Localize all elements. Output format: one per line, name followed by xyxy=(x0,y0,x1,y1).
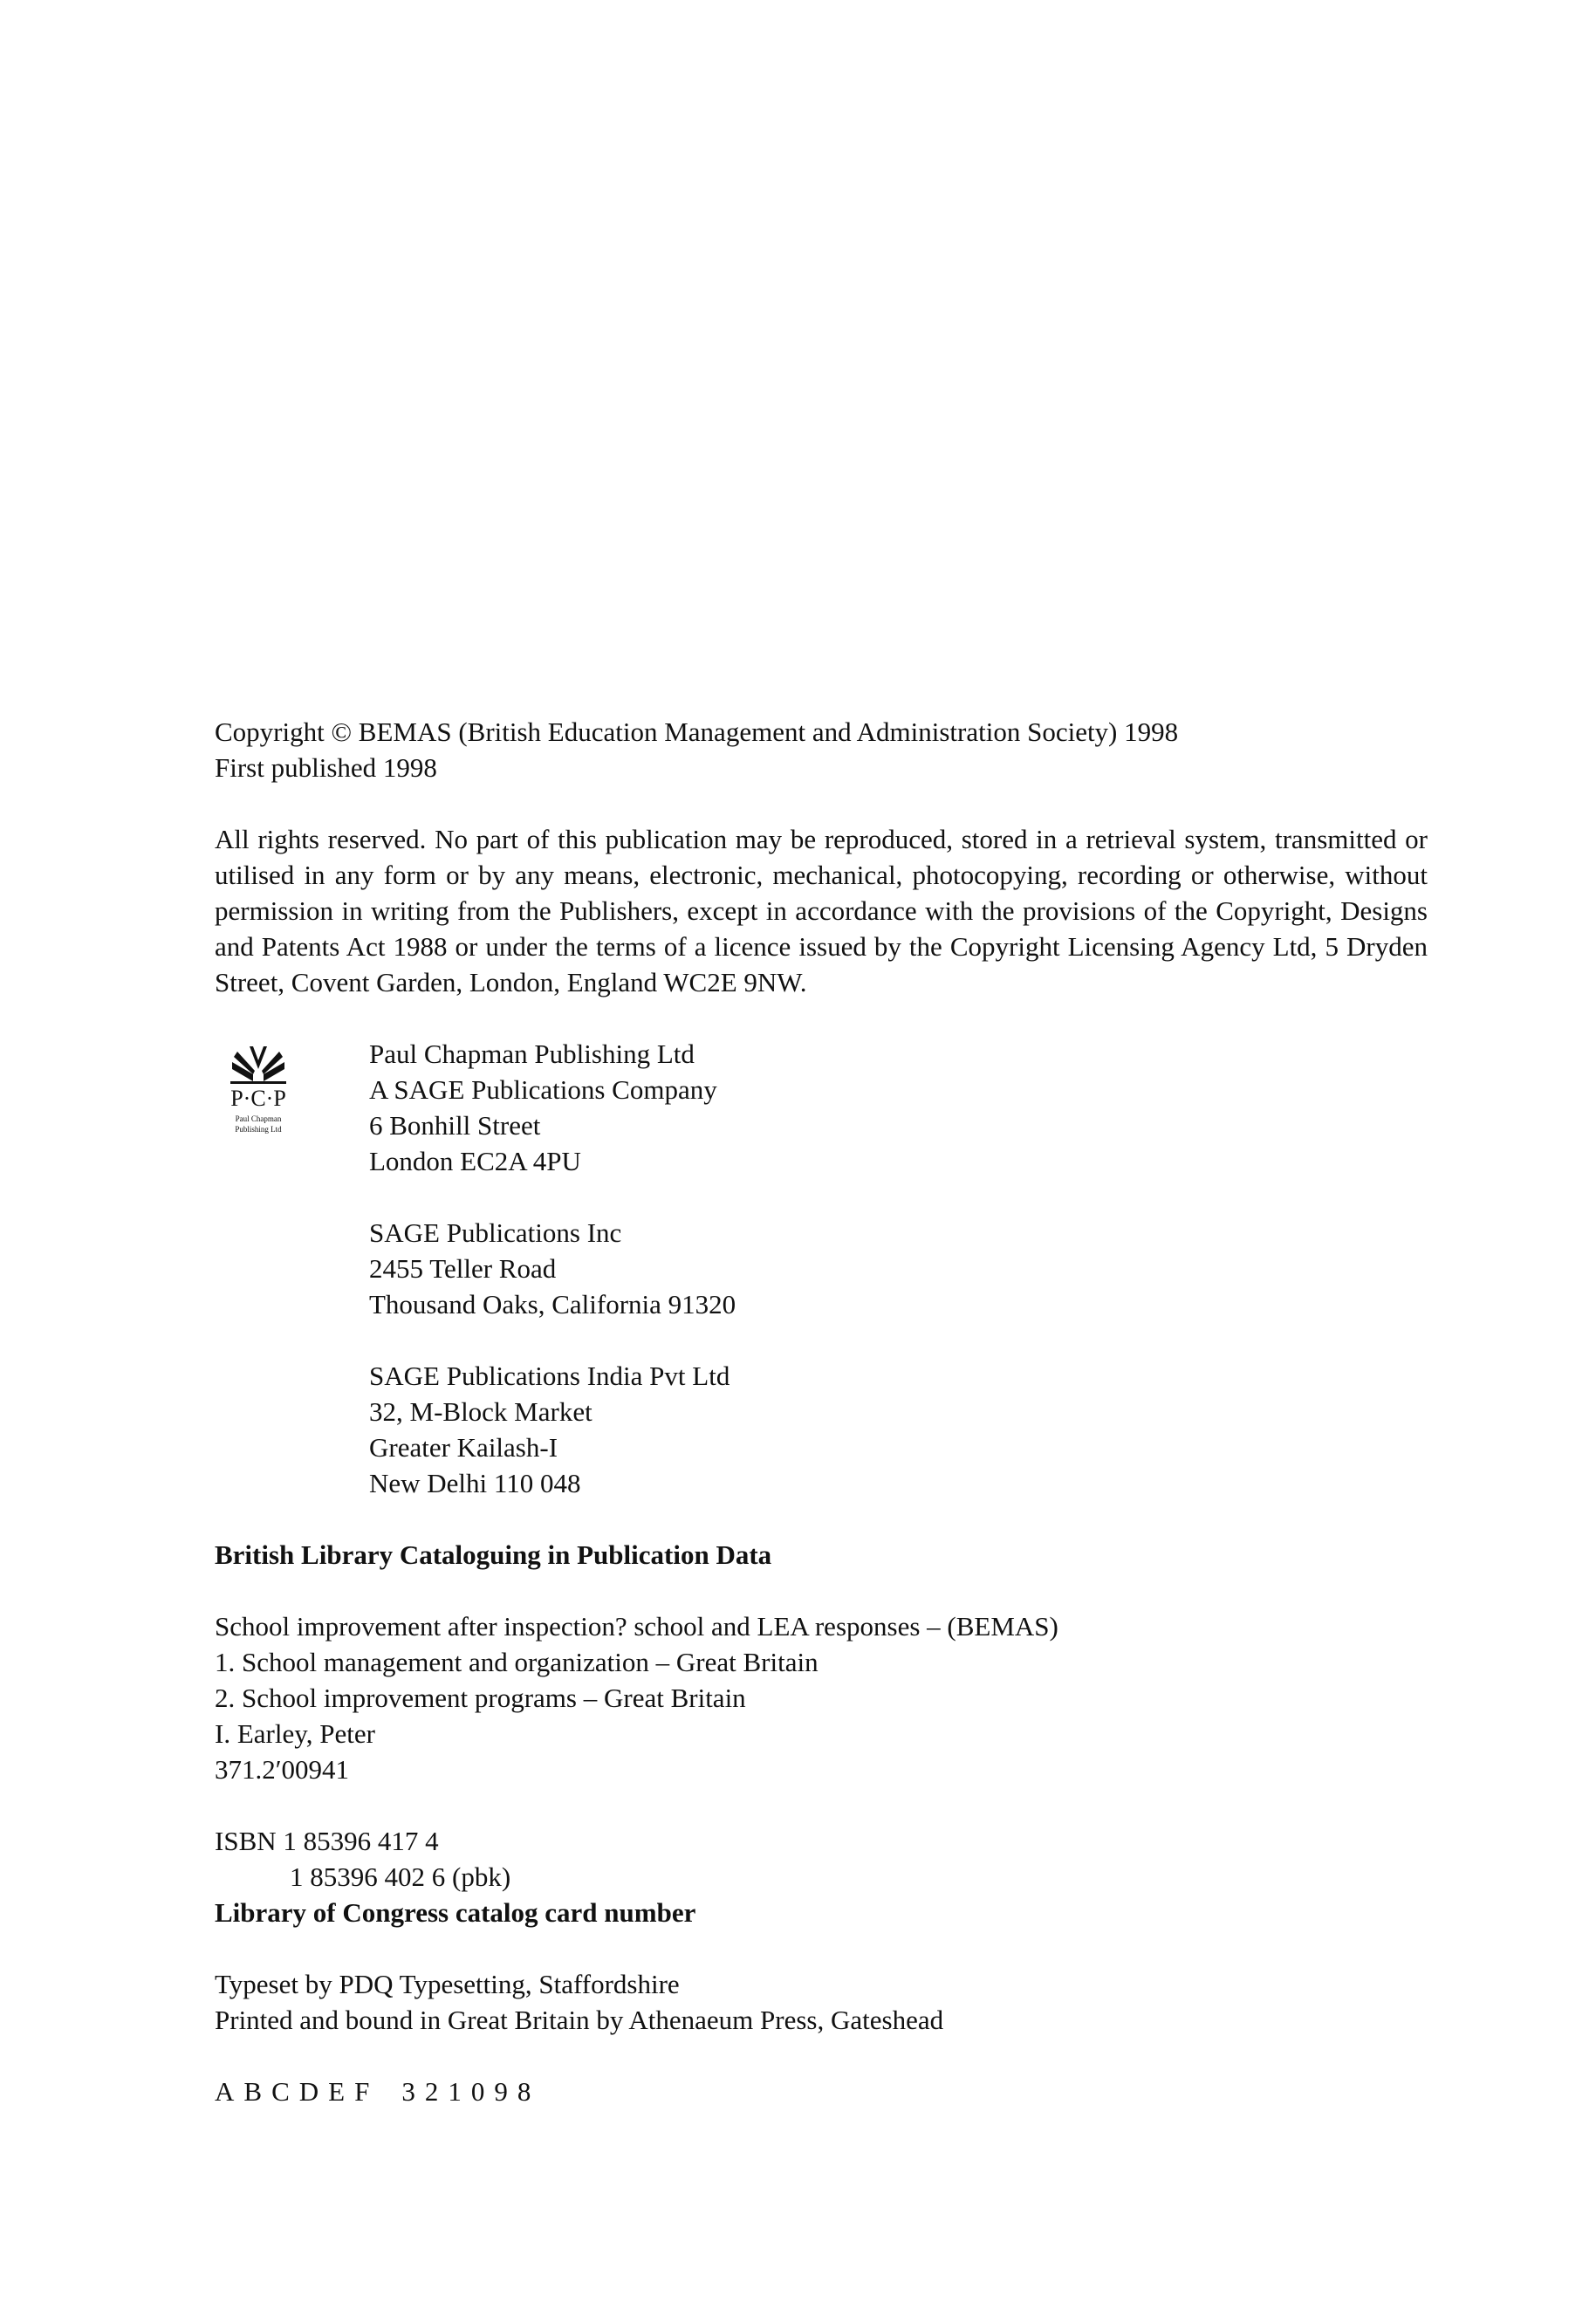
copyright-line: Copyright © BEMAS (British Education Management and Administration Society) 1998 xyxy=(215,716,1179,747)
address-line: Thousand Oaks, California 91320 xyxy=(369,1289,736,1320)
cip-line: 1. School management and organization – Great Britain xyxy=(215,1647,819,1677)
printed-line: Printed and bound in Great Britain by Athenaeum Press, Gateshead xyxy=(215,2005,944,2035)
cip-line: 2. School improvement programs – Great Britain xyxy=(215,1683,746,1713)
print-letters: ABCDEF xyxy=(215,2076,380,2107)
cip-line: I. Earley, Peter xyxy=(215,1718,375,1749)
isbn-pbk-line: 1 85396 402 6 (pbk) xyxy=(290,1861,511,1892)
cip-line: 371.2′00941 xyxy=(215,1754,350,1785)
address-line: 6 Bonhill Street xyxy=(369,1110,541,1141)
logo-subtitle-1: Paul Chapman xyxy=(235,1114,282,1123)
printline-section xyxy=(215,2074,1428,2109)
address-line: Greater Kailash-I xyxy=(369,1432,558,1463)
address-line: SAGE Publications India Pvt Ltd xyxy=(369,1361,730,1391)
address-pcp xyxy=(369,1036,1428,1179)
address-line: New Delhi 110 048 xyxy=(369,1468,581,1498)
address-line: 32, M-Block Market xyxy=(369,1396,593,1427)
address-sage-india xyxy=(369,1358,1428,1501)
address-line: 2455 Teller Road xyxy=(369,1253,557,1284)
publisher-block xyxy=(215,1036,1428,1501)
cip-heading: British Library Cataloguing in Publication Data xyxy=(215,1539,772,1570)
address-sage-inc xyxy=(369,1215,1428,1322)
typeset-line: Typeset by PDQ Typesetting, Staffordshire xyxy=(215,1969,680,1999)
cip-entries xyxy=(215,1608,1428,1787)
pcp-book-logo-icon xyxy=(215,1043,302,1139)
address-line: SAGE Publications Inc xyxy=(369,1217,622,1248)
production-section xyxy=(215,1966,1428,2038)
address-line: A SAGE Publications Company xyxy=(369,1074,717,1105)
isbn-section xyxy=(215,1823,1428,1930)
print-numbers: 321098 xyxy=(401,2076,541,2107)
logo-initials: P·C·P xyxy=(230,1086,286,1111)
cip-section xyxy=(215,1537,1428,1573)
address-line: Paul Chapman Publishing Ltd xyxy=(369,1039,695,1069)
isbn-line: ISBN 1 85396 417 4 xyxy=(215,1826,439,1856)
address-line: London EC2A 4PU xyxy=(369,1146,581,1176)
rights-paragraph: All rights reserved. No part of this publication may be reproduced, stored in a retrieval system, transmitted or utilised in any form or by any means, electronic, mechanical, photocopying, recording or otherwise, without permission in writing from the Publishers, except in accordance with the provisions of the Copyright, Designs and Patents Act 1988 or under the terms of a licence issued by the Copyright Licensing Agency Ltd, 5 Dryden Street, Covent Garden, London, England WC2E 9NW. xyxy=(215,824,1428,997)
loc-heading: Library of Congress catalog card number xyxy=(215,1897,696,1928)
logo-subtitle-2: Publishing Ltd xyxy=(235,1125,282,1134)
page-content xyxy=(215,714,1428,2109)
cip-line: School improvement after inspection? school and LEA responses – (BEMAS) xyxy=(215,1611,1058,1642)
print-line xyxy=(215,2074,1428,2109)
first-published-line: First published 1998 xyxy=(215,752,437,783)
